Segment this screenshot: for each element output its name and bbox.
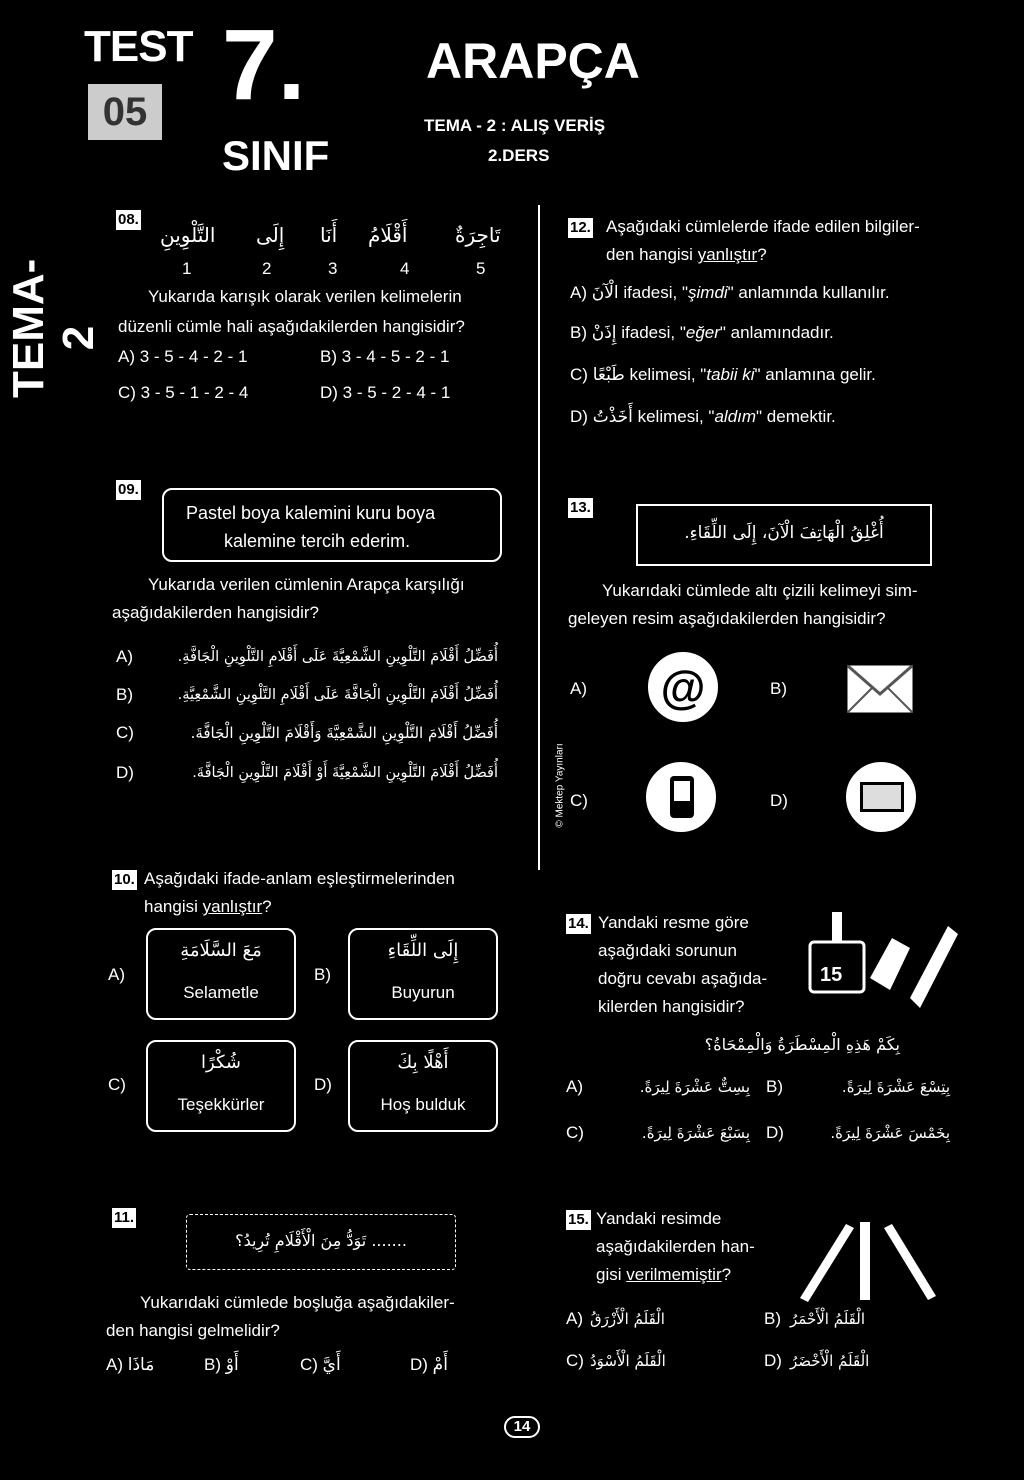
q14-option-d[interactable]: بِخَمْسَ عَشْرَةَ لِيرَةً. xyxy=(830,1124,950,1142)
grade-number: 7. xyxy=(222,9,306,121)
ders-label: 2.DERS xyxy=(488,146,550,165)
publisher-label: © Mektep Yayınları xyxy=(554,743,566,828)
q12-option-c[interactable]: C) طَبْعًا kelimesi, "tabii ki" anlamına gelir. xyxy=(570,365,876,385)
q08-option-b[interactable]: B) 3 - 4 - 5 - 2 - 1 xyxy=(320,347,450,366)
q14-option-b-label[interactable]: B) xyxy=(766,1077,783,1096)
q10-option-a-label[interactable]: A) xyxy=(108,965,125,984)
q08-stem-2: düzenli cümle hali aşağıdakilerden hangisidir? xyxy=(118,317,465,336)
q09-box-line-1: Pastel boya kalemini kuru boya xyxy=(186,503,436,523)
q11-stem-1: Yukarıdaki cümlede boşluğa aşağıdakiler- xyxy=(140,1293,455,1312)
q11-option-c[interactable]: C) أَيَّ xyxy=(300,1355,341,1374)
q08-option-a[interactable]: A) 3 - 5 - 4 - 2 - 1 xyxy=(118,347,248,366)
q14-option-a-label[interactable]: A) xyxy=(566,1077,583,1096)
q09-option-a[interactable]: أُفَضِّلُ أَقْلَامَ التَّلْوِينِ الشَّمْعِيَّةَ عَلَى أَقْلَامِ التَّلْوِينِ الْجَافَّةِ. xyxy=(177,649,498,665)
q09-option-b[interactable]: أُفَضِّلُ أَقْلَامَ التَّلْوِينِ الْجَافَّةَ عَلَى أَقْلَامِ التَّلْوِينِ الشَّمْعِيَّةِ. xyxy=(177,687,498,703)
q10-option-d-arabic: أَهْلًا بِكَ xyxy=(397,1052,449,1073)
q15-option-a-label[interactable]: A) xyxy=(566,1309,583,1328)
q10-option-d-turkish: Hoş bulduk xyxy=(380,1095,466,1114)
tema-label: TEMA - 2 : ALIŞ VERİŞ xyxy=(424,116,606,135)
mobile-phone-icon[interactable] xyxy=(646,762,716,832)
side-tema-label: TEMA-2 xyxy=(4,258,103,398)
q08-option-d[interactable]: D) 3 - 5 - 2 - 4 - 1 xyxy=(320,383,451,402)
q13-sentence: أُغْلِقُ الْهَاتِفَ الْآنَ، إِلَى اللِّقَاءِ. xyxy=(684,523,884,543)
q14-option-b[interactable]: بِتِسْعَ عَشْرَةَ لِيرَةً. xyxy=(841,1078,950,1096)
q10-number: 10. xyxy=(114,871,135,888)
q13-number: 13. xyxy=(570,499,591,516)
q08-word-4: إِلَى xyxy=(256,223,285,247)
q09-option-c[interactable]: أُفَضِّلُ أَقْلَامَ التَّلْوِينِ الشَّمْعِيَّةَ وَأَقْلَامَ التَّلْوِينِ الْجَافَّةَ. xyxy=(190,724,498,742)
q12-option-d[interactable]: D) أَخَذْتُ kelimesi, "aldım" demektir. xyxy=(570,407,836,427)
q13-option-a-label[interactable]: A) xyxy=(570,679,587,698)
q10-option-c-label[interactable]: C) xyxy=(108,1075,126,1094)
q11-option-a[interactable]: A) مَاذَا xyxy=(106,1355,155,1374)
q15-option-c[interactable]: الْقَلَمُ الْأَسْوَدُ xyxy=(590,1352,666,1370)
q09-option-d[interactable]: أُفَضِّلُ أَقْلَامَ التَّلْوِينِ الشَّمْعِيَّةَ أَوْ أَقْلَامَ التَّلْوِينِ الْجَافَّةَ. xyxy=(192,765,498,781)
at-sign-icon[interactable]: @ xyxy=(648,652,718,722)
q14-stem-2: aşağıdaki sorunun xyxy=(598,941,737,960)
q14-stem-4: kilerden hangisidir? xyxy=(598,997,745,1016)
q08-word-1: تَاجِرَةٌ xyxy=(455,223,501,247)
q08-word-3: أَنَا xyxy=(320,223,338,247)
q10-option-b-label[interactable]: B) xyxy=(314,965,331,984)
test-label: TEST xyxy=(84,22,193,71)
envelope-icon[interactable] xyxy=(840,654,920,724)
q10-option-b-turkish: Buyurun xyxy=(391,983,455,1002)
q08-num-2: 2 xyxy=(262,259,272,278)
q13-stem-2: geleyen resim aşağıdakilerden hangisidir? xyxy=(568,609,886,628)
q09-stem-2: aşağıdakilerden hangisidir? xyxy=(112,603,319,622)
q09-option-c-label[interactable]: C) xyxy=(116,723,134,742)
q08-num-3: 3 xyxy=(328,259,338,278)
q08-word-2: أَقْلَامُ xyxy=(368,223,408,247)
q13-option-d-label[interactable]: D) xyxy=(770,791,788,810)
q14-option-d-label[interactable]: D) xyxy=(766,1123,784,1142)
q08-num-5: 5 xyxy=(476,259,486,278)
q13-option-c-label[interactable]: C) xyxy=(570,791,588,810)
q09-option-b-label[interactable]: B) xyxy=(116,685,133,704)
subject-title: ARAPÇA xyxy=(426,33,640,89)
q08-option-c[interactable]: C) 3 - 5 - 1 - 2 - 4 xyxy=(118,383,249,402)
q09-box-line-2: kalemine tercih ederim. xyxy=(224,531,411,551)
q08-num-4: 4 xyxy=(400,259,410,278)
q15-number: 15. xyxy=(568,1211,589,1228)
q11-sentence: ....... تَوَدُّ مِنَ الْأَقْلَامِ تُرِيدُ؟ xyxy=(235,1231,407,1250)
q10-stem-2: hangisi yanlıştır? xyxy=(144,897,272,916)
q10-option-a-arabic: مَعَ السَّلَامَةِ xyxy=(180,940,262,961)
q15-option-b[interactable]: الْقَلَمُ الْأَحْمَرُ xyxy=(790,1310,865,1328)
q11-option-d[interactable]: D) أَمْ xyxy=(410,1355,448,1374)
q15-option-c-label[interactable]: C) xyxy=(566,1351,584,1370)
q14-price-tag: 15 xyxy=(820,964,843,986)
q15-stem-3: gisi verilmemiştir? xyxy=(596,1265,732,1284)
q11-number: 11. xyxy=(114,1209,135,1226)
q14-question: بِكَمْ هَذِهِ الْمِسْطَرَةُ وَالْمِمْحَاةُ؟ xyxy=(704,1035,900,1054)
q13-option-b-label[interactable]: B) xyxy=(770,679,787,698)
q13-stem-1: Yukarıdaki cümlede altı çizili kelimeyi sim- xyxy=(602,581,918,600)
q08-word-5: التَّلْوِينِ xyxy=(160,223,216,247)
q15-option-d[interactable]: الْقَلَمُ الْأَخْضَرُ xyxy=(790,1352,870,1370)
column-divider xyxy=(538,205,540,870)
q10-option-c-arabic: شُكْرًا xyxy=(201,1052,241,1073)
q15-option-d-label[interactable]: D) xyxy=(764,1351,782,1370)
q09-option-d-label[interactable]: D) xyxy=(116,763,134,782)
q12-stem-2: den hangisi yanlıştır? xyxy=(606,245,767,264)
q10-option-a-turkish: Selametle xyxy=(183,983,259,1002)
test-number-badge: 05 xyxy=(88,84,162,140)
q10-option-b-arabic: إِلَى اللِّقَاءِ xyxy=(387,940,459,961)
q09-option-a-label[interactable]: A) xyxy=(116,647,133,666)
page-number: 14 xyxy=(504,1416,540,1438)
q08-number: 08. xyxy=(118,211,139,228)
q14-number: 14. xyxy=(568,915,589,932)
q11-stem-2: den hangisi gelmelidir? xyxy=(106,1321,280,1340)
q12-option-b[interactable]: B) إِذَنْ ifadesi, "eğer" anlamındadır. xyxy=(570,323,834,343)
q15-stem-2: aşağıdakilerden han- xyxy=(596,1237,755,1256)
q14-stem-1: Yandaki resme göre xyxy=(598,913,749,932)
q14-stem-3: doğru cevabı aşağıda- xyxy=(598,969,768,988)
three-pencils-picture xyxy=(786,1208,946,1308)
q14-option-c-label[interactable]: C) xyxy=(566,1123,584,1142)
q10-option-d-label[interactable]: D) xyxy=(314,1075,332,1094)
q10-stem-1: Aşağıdaki ifade-anlam eşleştirmelerinden xyxy=(144,869,455,888)
q08-stem-1: Yukarıda karışık olarak verilen kelimelerin xyxy=(148,287,462,306)
q14-option-c[interactable]: بِسَبْعَ عَشْرَةَ لِيرَةً. xyxy=(641,1124,750,1142)
q12-number: 12. xyxy=(570,219,591,236)
q15-stem-1: Yandaki resimde xyxy=(596,1209,722,1228)
q12-option-a[interactable]: A) الْآنَ ifadesi, "şimdi" anlamında kullanılır. xyxy=(570,283,890,303)
q09-number: 09. xyxy=(118,481,139,498)
computer-screen-icon[interactable] xyxy=(846,762,916,832)
sinif-label: SINIF xyxy=(222,132,330,179)
q14-option-a[interactable]: بِسِتٌّ عَشْرَةَ لِيرَةً. xyxy=(639,1078,750,1096)
q15-option-a[interactable]: الْقَلَمُ الْأَزْرَقُ xyxy=(590,1310,665,1328)
q09-stem-1: Yukarıda verilen cümlenin Arapça karşılığı xyxy=(148,575,465,594)
q08-num-1: 1 xyxy=(182,259,192,278)
q12-stem-1: Aşağıdaki cümlelerde ifade edilen bilgiler- xyxy=(606,217,920,236)
q15-option-b-label[interactable]: B) xyxy=(764,1309,781,1328)
q11-option-b[interactable]: B) أَوْ xyxy=(204,1355,239,1374)
q10-option-c-turkish: Teşekkürler xyxy=(177,1095,265,1114)
